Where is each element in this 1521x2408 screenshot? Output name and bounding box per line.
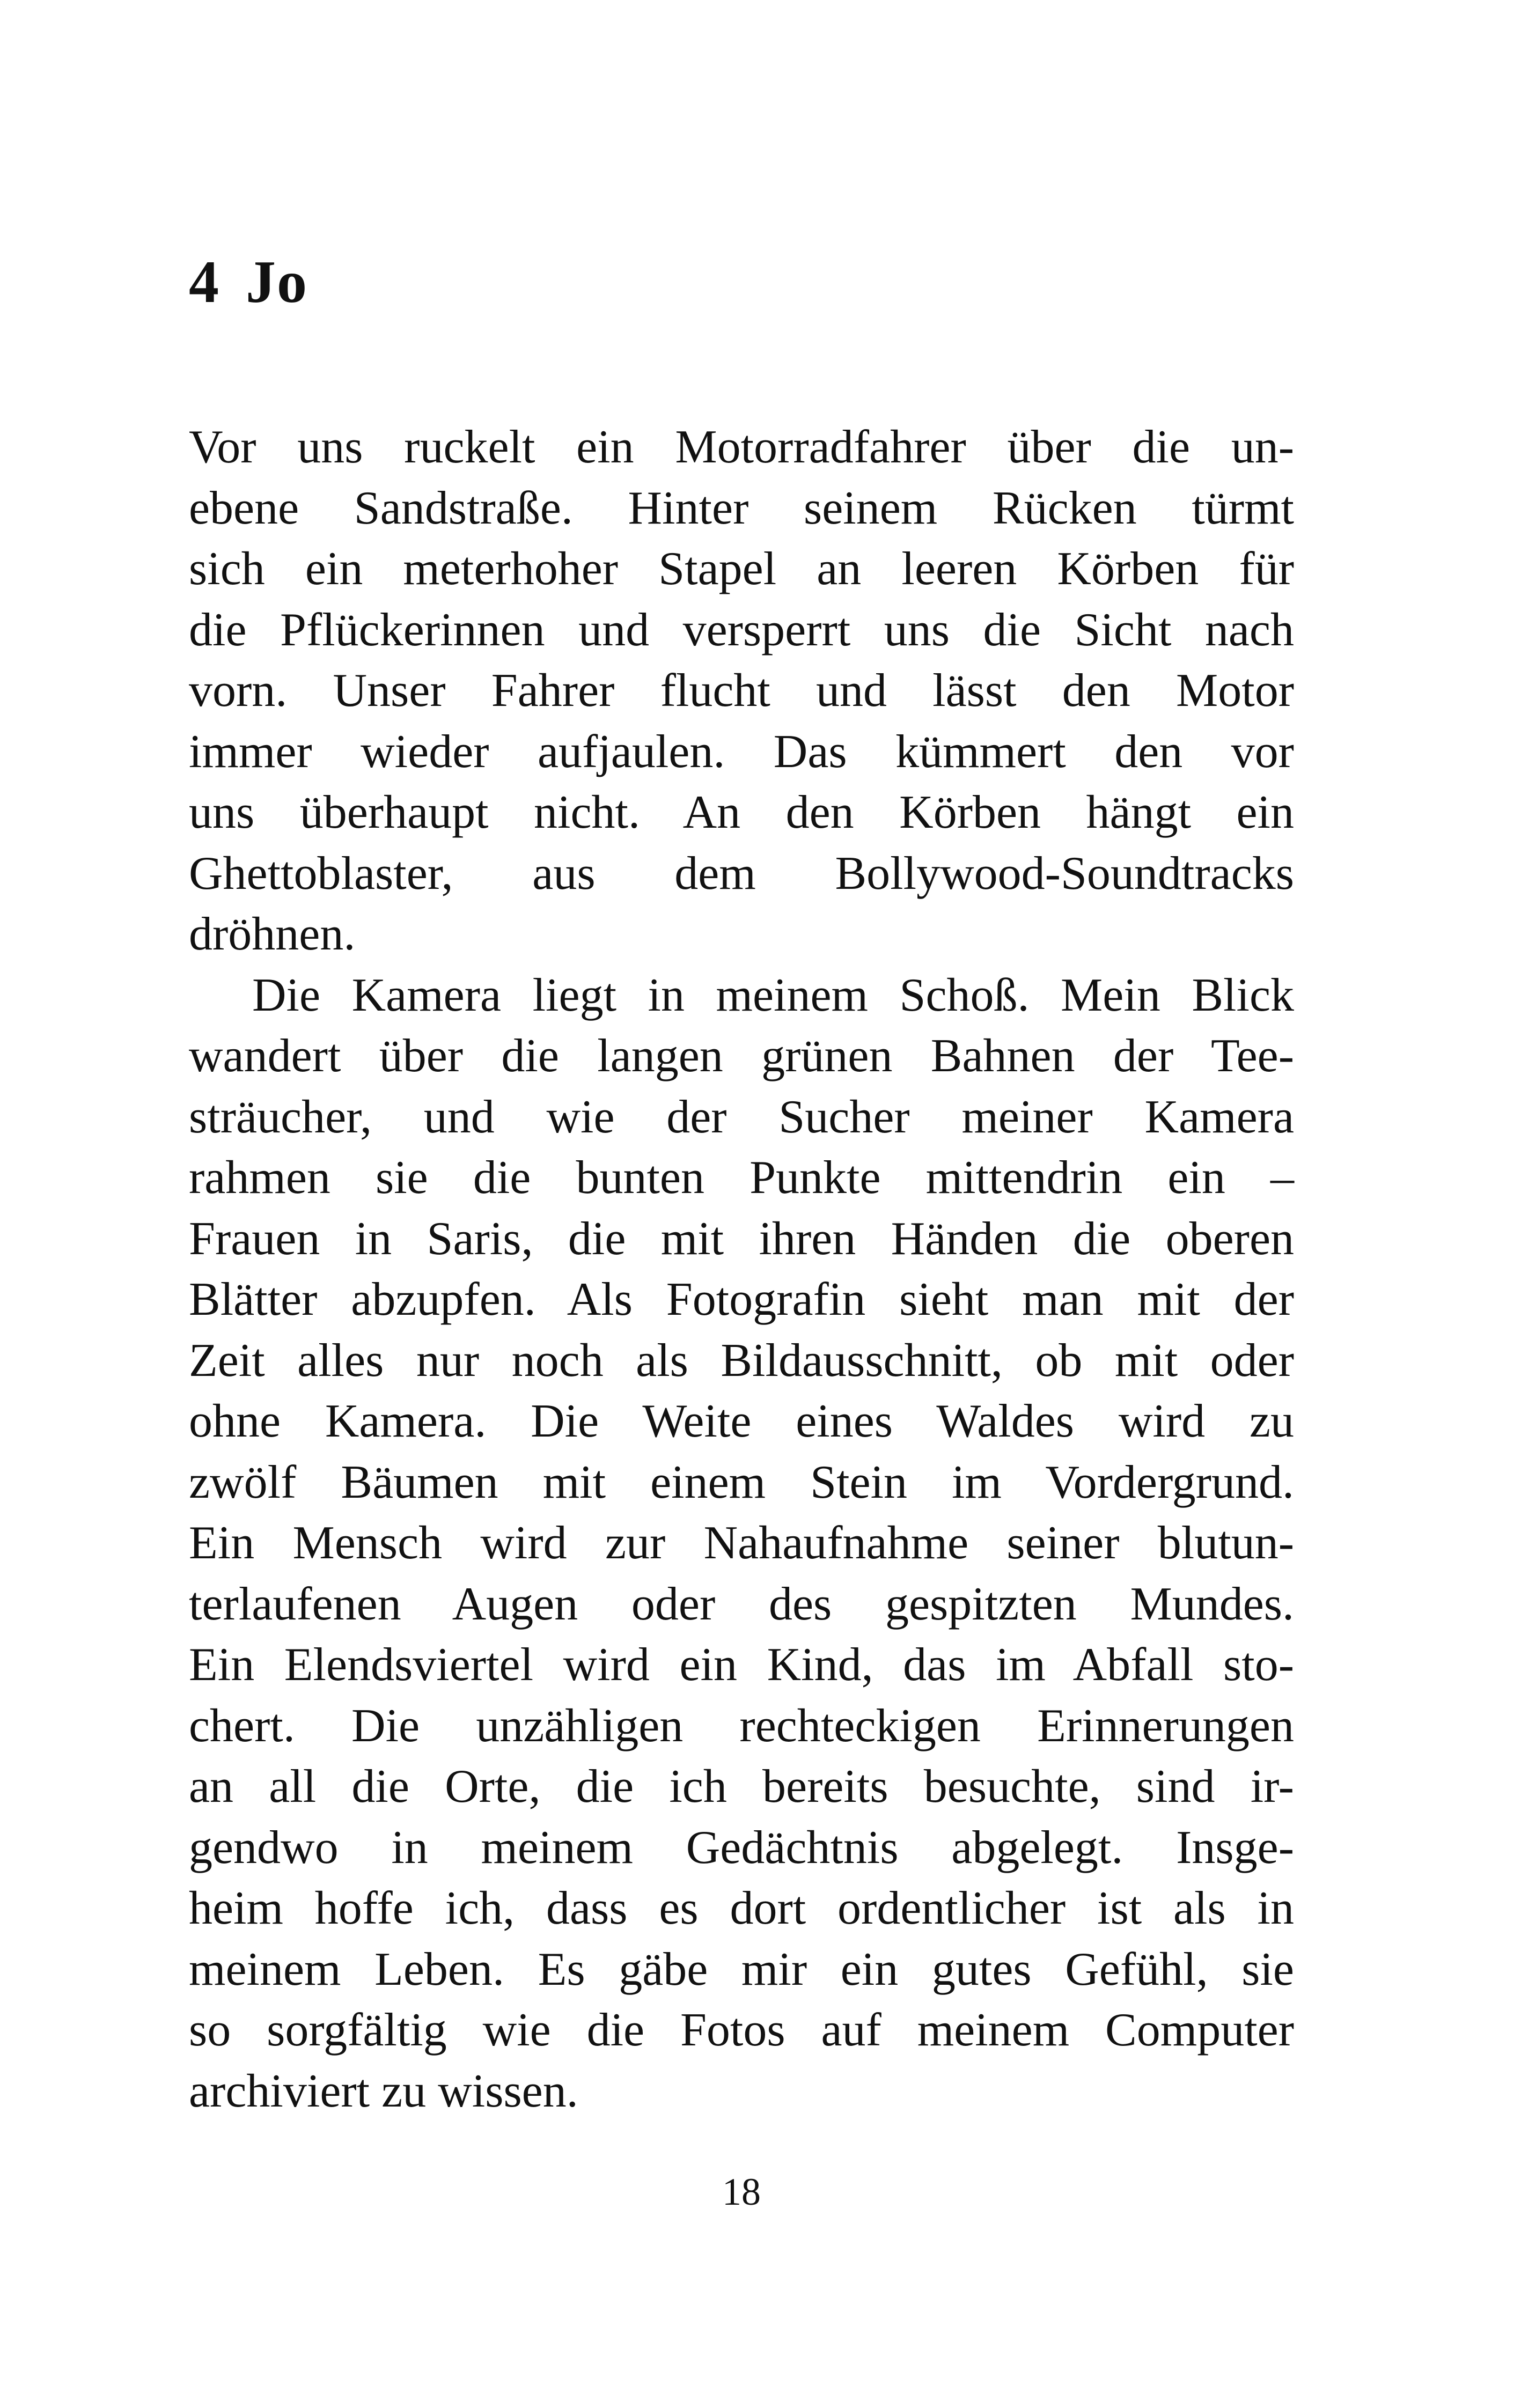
text-line: ebene Sandstraße. Hinter seinem Rücken türmt — [189, 482, 1294, 534]
text-line: die Pflückerinnen und versperrt uns die Sicht nach — [189, 603, 1294, 656]
text-line: Frauen in Saris, die mit ihren Händen die oberen — [189, 1212, 1294, 1265]
chapter-title: Jo — [246, 249, 308, 315]
text-line: vorn. Unser Fahrer flucht und lässt den Motor — [189, 665, 1294, 717]
page-number: 18 — [722, 2170, 761, 2213]
paragraph-1 — [189, 417, 1294, 965]
text-line: sträucher, und wie der Sucher meiner Kamera — [189, 1091, 1294, 1143]
paragraph-2 — [189, 965, 1294, 2122]
text-line: so sorgfältig wie die Fotos auf meinem Computer — [189, 2004, 1294, 2056]
text-line: sich ein meterhoher Stapel an leeren Körben für — [189, 543, 1294, 595]
text-line: gendwo in meinem Gedächtnis abgelegt. Insge- — [189, 1821, 1294, 1874]
text-line: zwölf Bäumen mit einem Stein im Vordergrund. — [189, 1456, 1294, 1508]
text-line: Blätter abzupfen. Als Fotografin sieht man mit der — [189, 1273, 1294, 1325]
text-line: chert. Die unzähligen rechteckigen Erinnerungen — [189, 1699, 1294, 1752]
text-line: Ein Mensch wird zur Nahaufnahme seiner blutun- — [189, 1517, 1294, 1569]
text-line: immer wieder aufjaulen. Das kümmert den vor — [189, 725, 1294, 778]
chapter-body — [189, 417, 1294, 2122]
text-line: ohne Kamera. Die Weite eines Waldes wird zu — [189, 1395, 1294, 1447]
text-line: wandert über die langen grünen Bahnen der Tee- — [189, 1030, 1294, 1082]
text-line: Die Kamera liegt in meinem Schoß. Mein Blick — [252, 969, 1294, 1021]
text-line: meinem Leben. Es gäbe mir ein gutes Gefühl, sie — [189, 1943, 1294, 1995]
book-page — [189, 0, 1294, 2408]
text-line: Ein Elendsviertel wird ein Kind, das im Abfall sto- — [189, 1639, 1294, 1691]
text-line: Zeit alles nur noch als Bildausschnitt, ob mit oder — [189, 1334, 1294, 1387]
text-line: uns überhaupt nicht. An den Körben hängt ein — [189, 786, 1294, 838]
text-line: Vor uns ruckelt ein Motorradfahrer über die un- — [189, 421, 1294, 473]
text-line: an all die Orte, die ich bereits besuchte, sind ir- — [189, 1761, 1294, 1813]
text-line: terlaufenen Augen oder des gespitzten Mundes. — [189, 1578, 1294, 1630]
text-line: Ghettoblaster, aus dem Bollywood-Soundtracks — [189, 847, 1294, 900]
text-line: archiviert zu wissen. — [189, 2065, 578, 2117]
chapter-heading — [189, 249, 308, 315]
text-line: rahmen sie die bunten Punkte mittendrin ein – — [189, 1152, 1294, 1204]
text-line: heim hoffe ich, dass es dort ordentlicher ist als in — [189, 1882, 1294, 1934]
chapter-number: 4 — [189, 249, 220, 315]
text-line: dröhnen. — [189, 908, 356, 960]
